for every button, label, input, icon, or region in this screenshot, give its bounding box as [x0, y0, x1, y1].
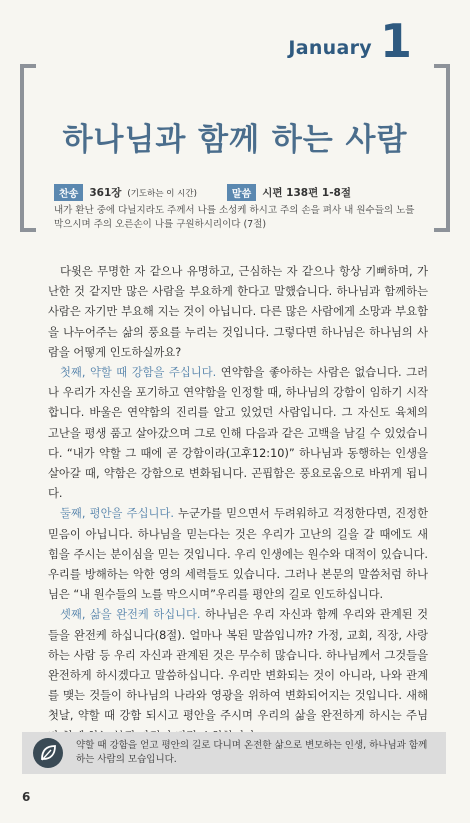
paragraph [48, 363, 428, 504]
page-number: 6 [22, 790, 31, 804]
paragraph [48, 605, 428, 746]
page-title: 하나님과 함께 하는 사람 [62, 122, 408, 158]
paragraph: 다윗은 무명한 자 같으나 유명하고, 근심하는 자 같으나 항상 기뻐하며, 가난한 것 같지만 많은 사람을 부요하게 한다고 말했습니다. 하나님과 함께하는 사람은 자기만 부요해 지는 것이 아닙니다. 다른 많은 사람에게 소망과 부요함을 나누어주는 삶의 풍요를 누리는 것입니다. 그렇다면 하나님은 하나님의 사람을 어떻게 인도하실까요? [48, 265, 428, 359]
scripture-meta [54, 184, 424, 232]
hymn-note: (기도하는 이 시간) [127, 188, 197, 199]
scripture-tag: 말씀 [227, 184, 256, 201]
paragraph-text: 하나님은 우리 자신과 함께 우리와 관계된 것들을 완전케 하십니다(8절). 얼마나 복된 말씀입니까? 가정, 교회, 직장, 사랑하는 사람 등 우리 자신과 관계된 것은 무수히 많습니다. 하나님께서 그것들을 완전하게 하시겠다고 말씀하십니다. 우리만 변화되는 것이 아니라, 나와 관계를 맺는 것들이 하나님의 나라와 영광을 위하여 변화되어지는 것입니다. 새해 첫날, 약할 때 강함 되시고 평안을 주시며 우리의 삶을 완전하게 하시는 주님 [48, 608, 428, 723]
paragraph-text: 연약함을 좋아하는 사람은 없습니다. 그러나 우리가 자신을 포기하고 연약함을 인정할 때, 하나님의 강함이 임하기 시작합니다. 바울은 연약함의 진리를 알고 있었던 사람입니다. 그 자신도 육체의 고난을 평생 품고 살아갔으며 그로 인해 다음과 같은 고백을 남길 수 있었습니다. “내가 약할 그 때에 곧 강함이라(고후12:10)” 하나님과 동행하는 인생을 살아갈 때, 약함은 강함으로 변화됩니다. 곤핍함은 풍요로움으로 바뀌게 됩니다. [48, 366, 428, 501]
point-heading: 셋째, 삶을 완전케 하십니다. [60, 608, 201, 622]
point-heading: 둘째, 평안을 주십니다. [60, 507, 174, 521]
point-heading: 첫째, 약할 때 강함을 주십니다. [60, 366, 217, 380]
callout-text: 약할 때 강함을 얻고 평안의 길로 다니며 온전한 삶으로 변모하는 인생, 하나님과 함께 하는 사람의 모습입니다. [76, 740, 428, 765]
paragraph [48, 504, 428, 605]
paragraph-text: 누군가를 믿으면서 두려워하고 걱정한다면, 진정한 믿음이 아닙니다. 하나님을 믿는다는 것은 우리가 고난의 길을 갈 때에도 새 힘을 주시는 분이심을 믿는 것입니다. 우리 인생에는 원수와 대적이 있습니다. 우리를 방해하는 악한 영의 세력들도 있습니다. 그러나 본문의 말씀처럼 하나님은 “내 원수들의 노를 막으시며”우리를 평안의 길로 인도하십니다. [48, 507, 428, 602]
leaf-icon [32, 737, 64, 769]
day-number: 1 [379, 14, 412, 68]
hymn-number: 361장 [89, 187, 122, 199]
article-body [48, 262, 428, 747]
key-verse: 내가 환난 중에 다닐지라도 주께서 나를 소성케 하시고 주의 손을 펴사 내 원수들의 노를 막으시며 주의 오른손이 나를 구원하시리이다 (7절) [54, 205, 415, 230]
month-label: January [288, 37, 372, 59]
date-header [288, 14, 412, 68]
hymn-tag: 찬송 [54, 184, 83, 201]
summary-callout [22, 732, 446, 774]
scripture-reference: 시편 138편 1-8절 [262, 187, 352, 199]
